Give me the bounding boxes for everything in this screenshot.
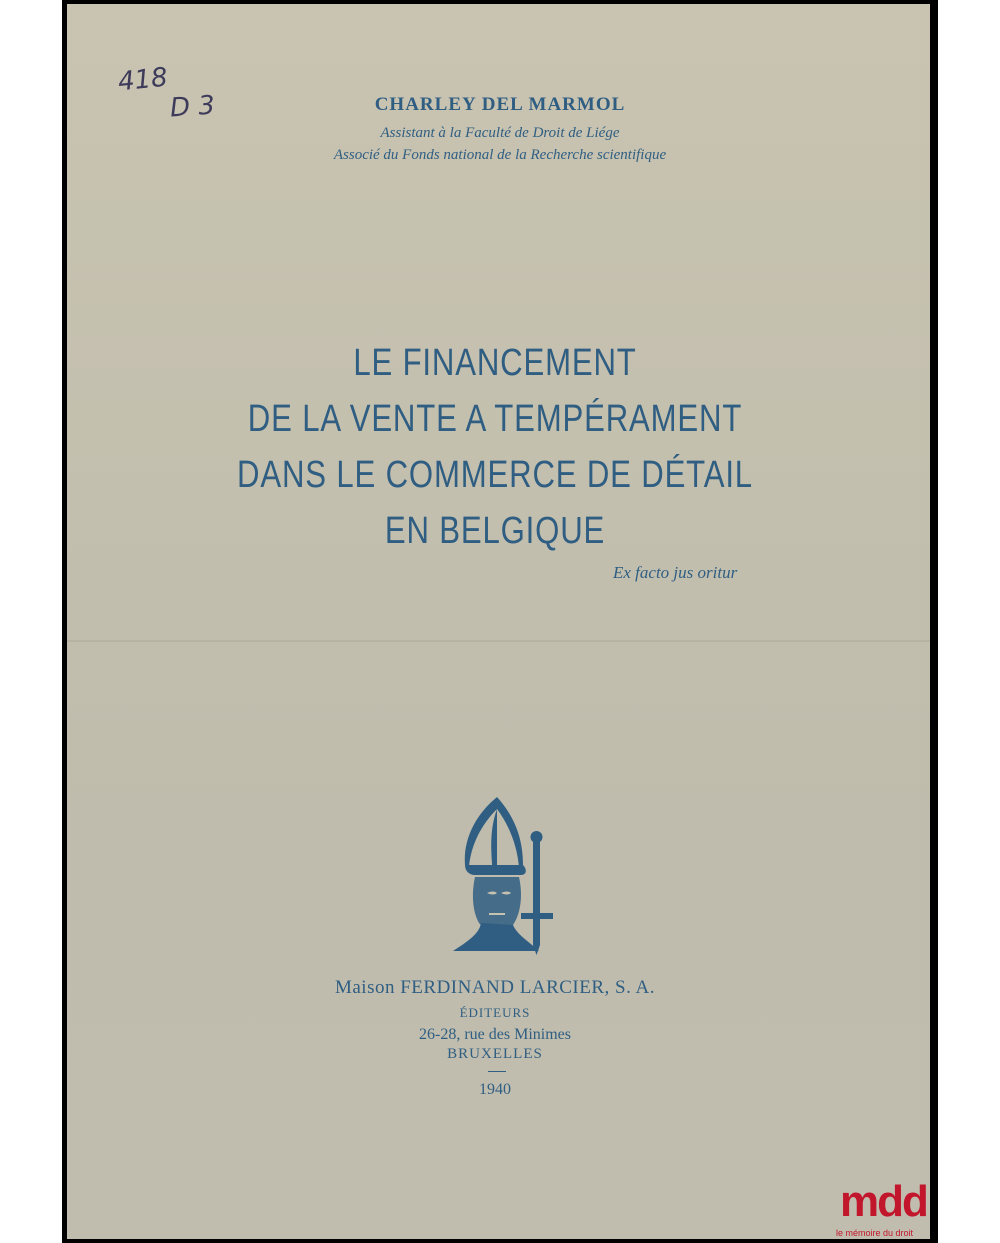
author-affiliation: Associé du Fonds national de la Recherche scientifique <box>333 147 667 163</box>
author-affiliation: Assistant à la Faculté de Droit de Liége <box>380 125 620 141</box>
publisher-role: ÉDITEURS <box>459 1005 531 1020</box>
handwritten-note: D 3 <box>169 90 216 124</box>
publisher-city: BRUXELLES <box>447 1046 543 1062</box>
helmeted-head-emblem-icon <box>435 795 565 955</box>
book-title-line: EN BELGIQUE <box>384 510 606 552</box>
book-title-line: LE FINANCEMENT <box>353 342 637 384</box>
book-title-line: DE LA VENTE A TEMPÉRAMENT <box>247 398 743 440</box>
handwritten-note: 418 <box>116 62 170 98</box>
divider <box>488 1071 506 1072</box>
publisher-address: 26-28, rue des Minimes <box>419 1026 571 1043</box>
publisher-name: Maison FERDINAND LARCIER, S. A. <box>334 977 656 998</box>
mdd-tagline: le mémoire du droit <box>836 1228 914 1238</box>
book-title-line: DANS LE COMMERCE DE DÉTAIL <box>237 454 753 496</box>
author-name: CHARLEY DEL MARMOL <box>374 94 626 115</box>
publication-year: 1940 <box>479 1081 511 1098</box>
motto: Ex facto jus oritur <box>613 563 738 582</box>
mdd-logo: mdd <box>840 1177 927 1226</box>
